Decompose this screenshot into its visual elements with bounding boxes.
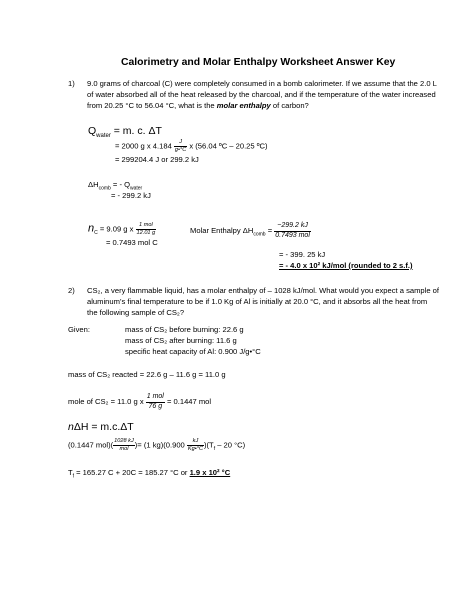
dh-comb-value: = - 299.2 kJ (111, 191, 151, 200)
question-2-number: 2) (68, 286, 75, 295)
molar-enthalpy-emphasis: molar enthalpy (216, 101, 271, 110)
q-water-subscript: water (96, 133, 111, 140)
n-symbol: n (88, 222, 95, 235)
molar-mass-numerator: 1 mol (136, 222, 157, 230)
enthalpy-fraction-numerator: 1028 kJ (114, 438, 134, 444)
n-symbol-2: n (68, 421, 74, 433)
question-1-line-2: of water absorbed all of the heat released by the charcoal, and if the temperature of the water increased (87, 90, 436, 99)
page-title: Calorimetry and Molar Enthalpy Worksheet Answer Key (121, 57, 396, 68)
q1-calculation-1 (115, 139, 268, 154)
calc1-pre: = 2000 g x 4.184 (115, 141, 174, 151)
cs2-molar-mass-denominator: 76 g (148, 402, 163, 410)
eq-post-2: – 20 °C) (215, 440, 246, 450)
mole-pre: mole of CS₂ = 11.0 g x (68, 397, 146, 406)
n-subscript: C (94, 230, 98, 237)
molar-enthalpy-equals: = (267, 226, 273, 235)
al-specific-heat-numerator: kJ (187, 438, 204, 446)
cs2-molar-mass-fraction (146, 393, 165, 411)
tf-subscript: f (72, 473, 75, 480)
question-1-line-1: 9.0 grams of charcoal (C) were completely consumed in a bomb calorimeter. If we assume that the 2.0 L (87, 79, 437, 88)
eq-tf-subscript: f (213, 446, 216, 453)
tf-symbol: T (68, 468, 73, 477)
al-specific-heat-fraction (187, 438, 204, 453)
final-temperature-line (68, 468, 231, 480)
molar-enthalpy-denominator: 0.7493 mol (275, 231, 310, 239)
dh-equals-q: = - Q (110, 180, 130, 189)
specific-heat-unit-fraction (174, 139, 187, 154)
mass-reacted-line: mass of CS₂ reacted = 22.6 g – 11.6 g = 11.0 g (68, 370, 226, 379)
q-formula-rhs: = m. c. ΔT (110, 125, 162, 137)
question-1-line-3 (87, 101, 309, 110)
q-symbol: Q (88, 125, 97, 137)
heat-balance-rhs: ΔH = m.c.ΔT (73, 421, 134, 433)
tf-calc: = 165.27 C + 20C = 185.27 °C or (74, 468, 190, 477)
specific-heat-unit-denominator: g•°C (174, 147, 187, 153)
moles-cs2-calc (68, 393, 211, 411)
given-mass-before: mass of CS₂ before burning: 22.6 g (125, 325, 244, 334)
given-label: Given: (68, 325, 90, 334)
cs2-molar-mass-numerator: 1 mol (146, 393, 165, 403)
dh-water-subscript: water (130, 185, 143, 192)
dh-comb-relation (88, 180, 143, 192)
eq-mid: )= (1 kg)(0.900 (134, 440, 187, 450)
n-pre: = 9.09 g x (97, 224, 136, 234)
given-specific-heat: specific heat capacity of Al: 0.900 J/g•°C (125, 347, 261, 356)
molar-enthalpy-fraction (274, 222, 311, 240)
al-specific-heat-denominator: Kg•°C (187, 446, 203, 452)
moles-carbon-value: = 0.7493 mol C (106, 238, 158, 247)
final-temperature-answer: 1.9 x 10² °C (189, 468, 231, 477)
specific-heat-unit-numerator: J (174, 139, 187, 147)
q-water-formula (88, 125, 162, 140)
moles-carbon-calc (88, 222, 156, 237)
molar-enthalpy-numerator: −299.2 kJ (274, 222, 311, 232)
molar-mass-denominator: 12.01 g (136, 230, 156, 236)
molar-enthalpy-subscript: comb (253, 231, 266, 238)
question-1-line-3-post: of carbon? (270, 101, 309, 110)
eq-pre: (0.1447 mol)( (68, 440, 114, 450)
calc1-post: x (56.04 ºC – 20.25 ºC) (187, 141, 268, 151)
question-1-number: 1) (68, 79, 75, 88)
question-2-line-2: aluminum’s final temperature to be if 1.0 Kg of Al is initially at 20.0 °C, and it absorbs all the heat from (87, 297, 428, 306)
question-2-line-3: the following sample of CS₂? (87, 308, 185, 317)
heat-balance-substitution (68, 438, 245, 453)
mole-post: = 0.1447 mol (164, 397, 212, 406)
dh-symbol: ΔH (88, 180, 99, 189)
enthalpy-fraction (113, 438, 135, 453)
molar-enthalpy-value: = - 399. 25 kJ (279, 250, 326, 259)
heat-balance-formula (68, 421, 134, 433)
molar-enthalpy-label: Molar Enthalpy ΔH (190, 226, 254, 235)
molar-enthalpy-answer: = - 4.0 x 10² kJ/mol (rounded to 2 s.f.) (279, 261, 413, 270)
dh-comb-subscript: comb (98, 185, 111, 192)
enthalpy-fraction-denominator: mol (119, 446, 129, 452)
question-1-line-3-pre: from 20.25 °C to 56.04 °C, what is the (87, 101, 217, 110)
molar-mass-fraction (136, 222, 157, 237)
question-2-line-1: CS₂, a very flammable liquid, has a molar enthalpy of – 1028 kJ/mol. What would you expect a sample of (87, 286, 440, 295)
given-mass-after: mass of CS₂ after burning: 11.6 g (125, 336, 237, 345)
molar-enthalpy-calc (190, 222, 311, 240)
q1-calculation-2: = 299204.4 J or 299.2 kJ (115, 155, 199, 164)
eq-post: )(T (203, 440, 214, 450)
